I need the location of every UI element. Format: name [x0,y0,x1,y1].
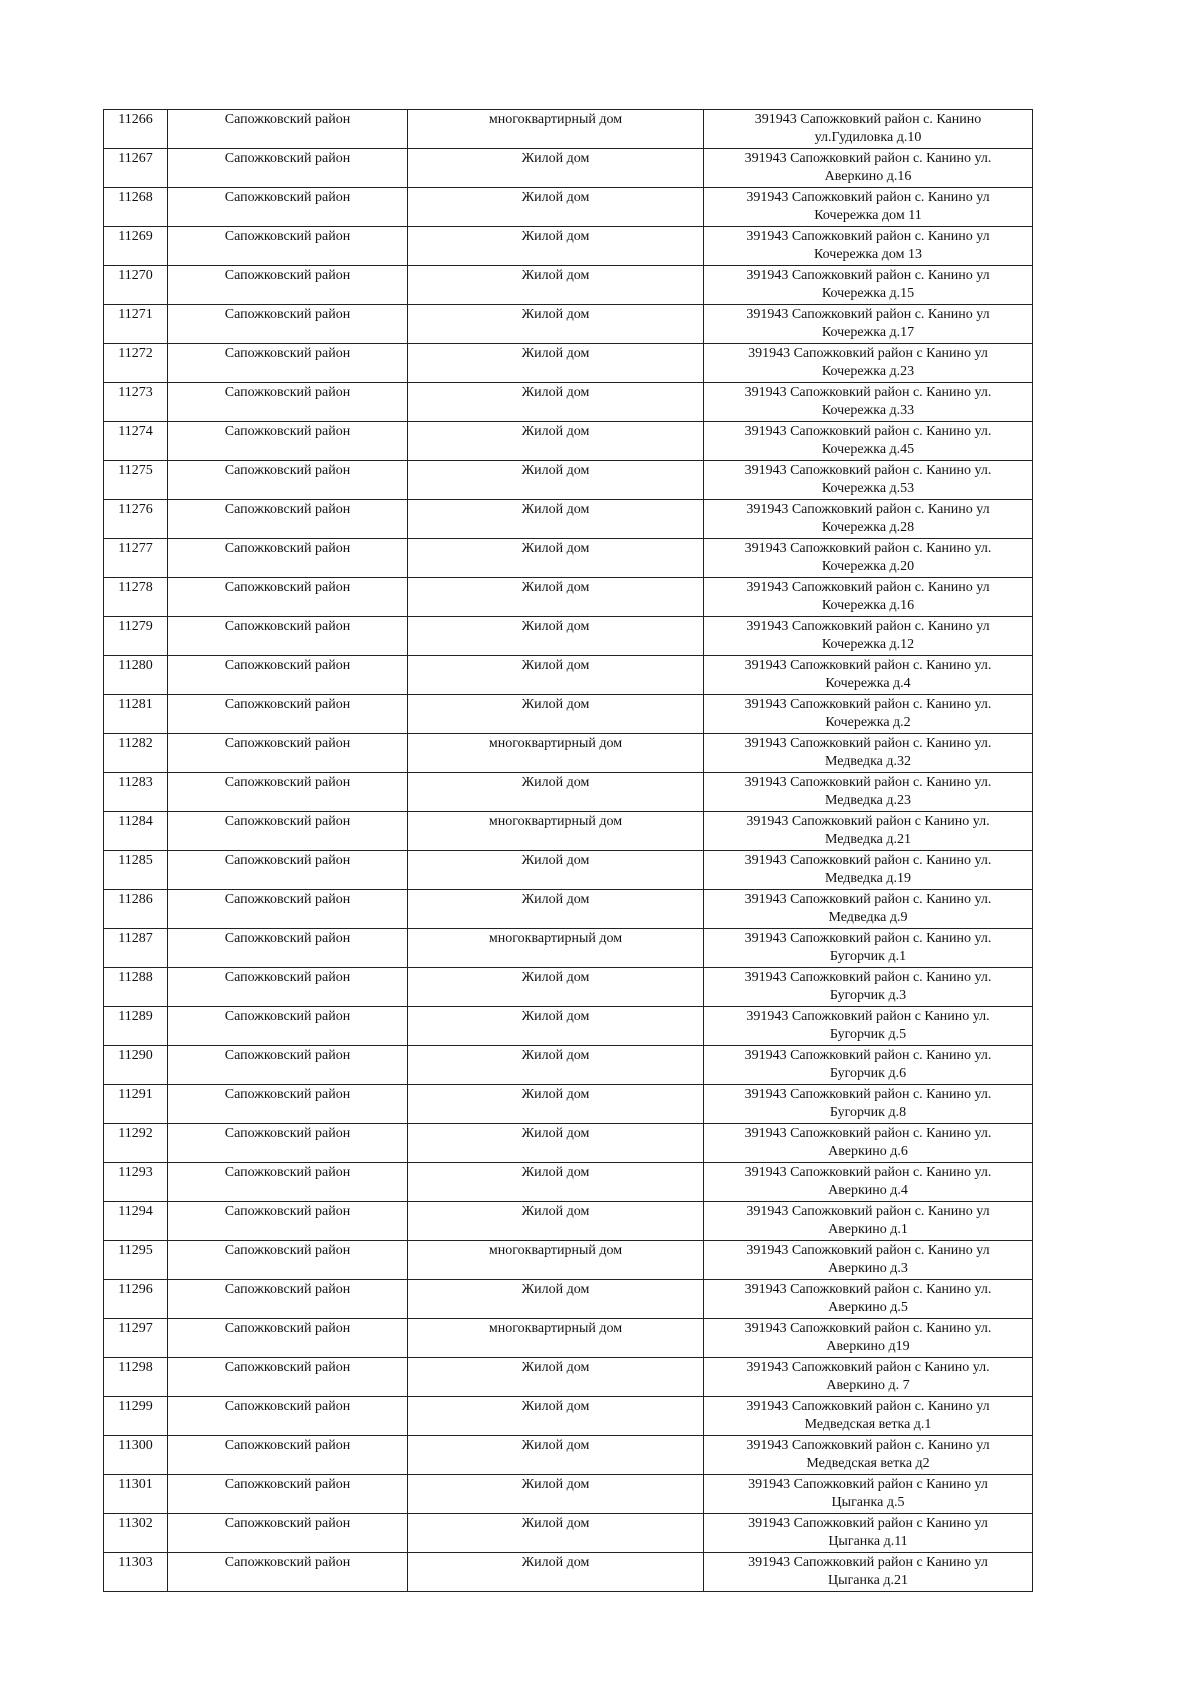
table-row [104,773,1033,812]
address-line-2: Медведка д.21 [824,832,912,847]
address-line-2: Кочережка д.33 [821,403,915,418]
record-number-cell: 11272 [104,344,168,383]
address-line-2: Аверкино д19 [826,1339,910,1354]
address-cell [704,110,1033,149]
table-row [104,539,1033,578]
address-line-1: 391943 Сапожковкий район с. Канино ул. [744,736,992,751]
building-type-cell: многоквартирный дом [408,1319,704,1358]
table-row [104,188,1033,227]
table-row [104,1163,1033,1202]
table-row [104,1358,1033,1397]
address-line-1: 391943 Сапожковкий район с. Канино ул. [744,970,992,985]
address-line-2: Аверкино д.16 [824,169,912,184]
address-line-2: Кочережка д.28 [821,520,915,535]
table-row [104,1202,1033,1241]
address-cell [704,1163,1033,1202]
district-cell: Сапожковский район [168,1436,408,1475]
table-row [104,1397,1033,1436]
record-number-cell: 11301 [104,1475,168,1514]
address-line-2: Кочережка д.53 [821,481,915,496]
building-type-cell: Жилой дом [408,305,704,344]
record-number-cell: 11273 [104,383,168,422]
district-cell: Сапожковский район [168,266,408,305]
building-type-cell: Жилой дом [408,773,704,812]
building-type-cell: Жилой дом [408,1007,704,1046]
address-line-1: 391943 Сапожковкий район с. Канино ул [746,229,990,244]
address-line-2: Аверкино д.4 [828,1183,908,1198]
address-line-2: Кочережка дом 11 [814,208,922,223]
address-line-2: Цыганка д.11 [828,1534,908,1549]
building-type-cell: Жилой дом [408,461,704,500]
district-cell: Сапожковский район [168,695,408,734]
address-line-1: 391943 Сапожковкий район с. Канино ул. [744,385,992,400]
address-line-1: 391943 Сапожковкий район с. Канино ул [746,268,990,283]
building-type-cell: Жилой дом [408,1514,704,1553]
district-cell: Сапожковский район [168,1163,408,1202]
address-line-2: Кочережка дом 13 [814,247,922,262]
table-row [104,812,1033,851]
address-cell [704,1397,1033,1436]
table-row [104,1046,1033,1085]
address-line-2: Аверкино д.5 [828,1300,908,1315]
table-row [104,383,1033,422]
building-type-cell: Жилой дом [408,1202,704,1241]
district-cell: Сапожковский район [168,578,408,617]
building-type-cell: Жилой дом [408,383,704,422]
building-type-cell: Жилой дом [408,1475,704,1514]
address-line-2: Аверкино д.3 [828,1261,908,1276]
address-line-1: 391943 Сапожковкий район с. Канино ул. [744,1048,992,1063]
address-cell [704,539,1033,578]
record-number-cell: 11287 [104,929,168,968]
address-line-1: 391943 Сапожковкий район с. Канино ул. [744,1087,992,1102]
address-cell [704,383,1033,422]
address-line-1: 391943 Сапожковкий район с Канино ул. [746,1360,990,1375]
address-line-1: 391943 Сапожковкий район с. Канино ул. [744,1282,992,1297]
record-number-cell: 11278 [104,578,168,617]
address-line-2: Кочережка д.2 [825,715,911,730]
address-line-1: 391943 Сапожковкий район с. Канино ул. [744,541,992,556]
address-cell [704,149,1033,188]
district-cell: Сапожковский район [168,890,408,929]
record-number-cell: 11296 [104,1280,168,1319]
building-type-cell: Жилой дом [408,1553,704,1592]
district-cell: Сапожковский район [168,929,408,968]
district-cell: Сапожковский район [168,110,408,149]
address-line-1: 391943 Сапожковкий район с. Канино ул. [744,892,992,907]
address-cell [704,851,1033,890]
building-type-cell: Жилой дом [408,500,704,539]
address-line-2: Бугорчик д.1 [829,949,907,964]
building-type-cell: Жилой дом [408,1046,704,1085]
address-line-2: Аверкино д.6 [828,1144,908,1159]
building-type-cell: Жилой дом [408,1124,704,1163]
address-line-2: Кочережка д.23 [821,364,915,379]
table-row [104,461,1033,500]
address-cell [704,305,1033,344]
address-cell [704,812,1033,851]
table-row [104,1280,1033,1319]
record-number-cell: 11288 [104,968,168,1007]
address-line-2: Медведская ветка д.1 [804,1417,932,1432]
table-row [104,500,1033,539]
building-type-cell: Жилой дом [408,422,704,461]
table-row [104,695,1033,734]
address-cell [704,968,1033,1007]
district-cell: Сапожковский район [168,188,408,227]
record-number-cell: 11283 [104,773,168,812]
district-cell: Сапожковский район [168,1553,408,1592]
address-line-1: 391943 Сапожковкий район с. Канино ул. [744,697,992,712]
address-line-2: Бугорчик д.5 [829,1027,907,1042]
address-cell [704,656,1033,695]
record-number-cell: 11276 [104,500,168,539]
address-cell [704,1319,1033,1358]
address-cell [704,734,1033,773]
district-cell: Сапожковский район [168,500,408,539]
table-row [104,1475,1033,1514]
table-row [104,734,1033,773]
record-number-cell: 11291 [104,1085,168,1124]
building-type-cell: Жилой дом [408,539,704,578]
table-row [104,578,1033,617]
table-row [104,110,1033,149]
address-line-1: 391943 Сапожковкий район с. Канино ул [746,190,990,205]
registry-body [104,110,1033,1592]
address-line-2: Медведка д.19 [824,871,912,886]
record-number-cell: 11294 [104,1202,168,1241]
address-registry-table [103,109,1033,1592]
address-line-2: Кочережка д.17 [821,325,915,340]
address-line-2: ул.Гудиловка д.10 [814,130,922,145]
address-line-2: Бугорчик д.8 [829,1105,907,1120]
address-line-2: Бугорчик д.3 [829,988,907,1003]
address-line-2: Медведка д.9 [828,910,908,925]
building-type-cell: многоквартирный дом [408,110,704,149]
record-number-cell: 11293 [104,1163,168,1202]
building-type-cell: Жилой дом [408,1163,704,1202]
record-number-cell: 11280 [104,656,168,695]
table-row [104,344,1033,383]
address-cell [704,266,1033,305]
building-type-cell: многоквартирный дом [408,812,704,851]
building-type-cell: Жилой дом [408,617,704,656]
address-line-1: 391943 Сапожковкий район с. Канино ул. [744,658,992,673]
building-type-cell: Жилой дом [408,695,704,734]
address-line-1: 391943 Сапожковкий район с Канино ул. [746,1009,990,1024]
building-type-cell: Жилой дом [408,1085,704,1124]
address-cell [704,422,1033,461]
address-line-1: 391943 Сапожковкий район с. Канино ул [746,1399,990,1414]
table-row [104,656,1033,695]
address-cell [704,1241,1033,1280]
record-number-cell: 11285 [104,851,168,890]
address-line-1: 391943 Сапожковкий район с. Канино ул. [744,1321,992,1336]
district-cell: Сапожковский район [168,1007,408,1046]
record-number-cell: 11281 [104,695,168,734]
address-cell [704,188,1033,227]
address-line-1: 391943 Сапожковкий район с. Канино ул. [744,1165,992,1180]
address-line-2: Цыганка д.5 [831,1495,905,1510]
record-number-cell: 11295 [104,1241,168,1280]
table-row [104,1241,1033,1280]
record-number-cell: 11266 [104,110,168,149]
record-number-cell: 11290 [104,1046,168,1085]
address-line-2: Бугорчик д.6 [829,1066,907,1081]
table-row [104,305,1033,344]
table-row [104,1514,1033,1553]
address-line-1: 391943 Сапожковкий район с. Канино ул [746,580,990,595]
record-number-cell: 11270 [104,266,168,305]
address-line-2: Аверкино д.1 [828,1222,908,1237]
address-line-2: Кочережка д.4 [825,676,911,691]
record-number-cell: 11303 [104,1553,168,1592]
district-cell: Сапожковский район [168,539,408,578]
address-cell [704,1085,1033,1124]
address-line-2: Кочережка д.20 [821,559,915,574]
building-type-cell: Жилой дом [408,1436,704,1475]
address-line-2: Аверкино д. 7 [826,1378,910,1393]
address-line-1: 391943 Сапожковкий район с. Канино ул. [744,463,992,478]
table-row [104,617,1033,656]
building-type-cell: Жилой дом [408,227,704,266]
address-cell [704,1046,1033,1085]
address-line-1: 391943 Сапожковкий район с. Канино ул. [744,1126,992,1141]
building-type-cell: Жилой дом [408,890,704,929]
district-cell: Сапожковский район [168,1280,408,1319]
district-cell: Сапожковский район [168,1241,408,1280]
district-cell: Сапожковский район [168,1397,408,1436]
record-number-cell: 11277 [104,539,168,578]
address-cell [704,1280,1033,1319]
address-line-1: 391943 Сапожковкий район с. Канино ул [746,1243,990,1258]
district-cell: Сапожковский район [168,1085,408,1124]
address-cell [704,500,1033,539]
address-cell [704,929,1033,968]
address-line-1: 391943 Сапожковкий район с. Канино ул [746,502,990,517]
address-line-2: Кочережка д.15 [821,286,915,301]
address-line-1: 391943 Сапожковкий район с. Канино ул. [744,775,992,790]
building-type-cell: Жилой дом [408,188,704,227]
address-line-2: Медведская ветка д2 [806,1456,930,1471]
address-cell [704,695,1033,734]
address-line-1: 391943 Сапожковкий район с Канино ул. [746,814,990,829]
address-line-1: 391943 Сапожковкий район с Канино ул [748,1516,988,1531]
district-cell: Сапожковский район [168,1319,408,1358]
building-type-cell: Жилой дом [408,149,704,188]
record-number-cell: 11282 [104,734,168,773]
record-number-cell: 11284 [104,812,168,851]
address-line-2: Кочережка д.16 [821,598,915,613]
table-row [104,890,1033,929]
building-type-cell: Жилой дом [408,1358,704,1397]
record-number-cell: 11275 [104,461,168,500]
address-cell [704,890,1033,929]
address-line-1: 391943 Сапожковкий район с. Канино ул [746,1204,990,1219]
address-cell [704,773,1033,812]
table-row [104,851,1033,890]
district-cell: Сапожковский район [168,617,408,656]
table-row [104,1553,1033,1592]
record-number-cell: 11269 [104,227,168,266]
address-cell [704,1124,1033,1163]
table-row [104,149,1033,188]
record-number-cell: 11279 [104,617,168,656]
address-line-2: Цыганка д.21 [828,1573,908,1588]
address-line-1: 391943 Сапожковкий район с. Канино ул. [744,853,992,868]
record-number-cell: 11292 [104,1124,168,1163]
district-cell: Сапожковский район [168,656,408,695]
building-type-cell: Жилой дом [408,968,704,1007]
building-type-cell: Жилой дом [408,344,704,383]
address-line-1: 391943 Сапожковкий район с Канино ул [748,346,988,361]
record-number-cell: 11267 [104,149,168,188]
table-row [104,1007,1033,1046]
table-row [104,227,1033,266]
table-row [104,266,1033,305]
district-cell: Сапожковский район [168,1124,408,1163]
record-number-cell: 11299 [104,1397,168,1436]
table-row [104,1085,1033,1124]
district-cell: Сапожковский район [168,422,408,461]
district-cell: Сапожковский район [168,1202,408,1241]
district-cell: Сапожковский район [168,812,408,851]
building-type-cell: многоквартирный дом [408,929,704,968]
address-cell [704,1514,1033,1553]
table-row [104,929,1033,968]
table-row [104,1124,1033,1163]
address-line-1: 391943 Сапожковкий район с. Канино ул [746,307,990,322]
district-cell: Сапожковский район [168,227,408,266]
record-number-cell: 11289 [104,1007,168,1046]
district-cell: Сапожковский район [168,461,408,500]
building-type-cell: Жилой дом [408,656,704,695]
building-type-cell: Жилой дом [408,266,704,305]
record-number-cell: 11297 [104,1319,168,1358]
address-line-1: 391943 Сапожковкий район с Канино ул [748,1555,988,1570]
table-row [104,422,1033,461]
building-type-cell: многоквартирный дом [408,734,704,773]
district-cell: Сапожковский район [168,734,408,773]
address-cell [704,344,1033,383]
record-number-cell: 11298 [104,1358,168,1397]
record-number-cell: 11286 [104,890,168,929]
district-cell: Сапожковский район [168,1046,408,1085]
district-cell: Сапожковский район [168,383,408,422]
record-number-cell: 11274 [104,422,168,461]
address-line-2: Медведка д.23 [824,793,912,808]
address-cell [704,461,1033,500]
record-number-cell: 11302 [104,1514,168,1553]
address-cell [704,227,1033,266]
address-line-1: 391943 Сапожковкий район с. Канино ул [746,1438,990,1453]
address-cell [704,617,1033,656]
address-line-2: Кочережка д.45 [821,442,915,457]
building-type-cell: Жилой дом [408,1397,704,1436]
address-line-1: 391943 Сапожковкий район с. Канино ул [746,619,990,634]
building-type-cell: Жилой дом [408,1280,704,1319]
address-line-1: 391943 Сапожковкий район с. Канино [754,112,982,127]
address-line-2: Кочережка д.12 [821,637,915,652]
address-line-1: 391943 Сапожковкий район с. Канино ул. [744,151,992,166]
record-number-cell: 11300 [104,1436,168,1475]
address-line-1: 391943 Сапожковкий район с Канино ул [748,1477,988,1492]
address-cell [704,1358,1033,1397]
address-cell [704,1436,1033,1475]
district-cell: Сапожковский район [168,773,408,812]
table-row [104,1436,1033,1475]
building-type-cell: многоквартирный дом [408,1241,704,1280]
address-line-1: 391943 Сапожковкий район с. Канино ул. [744,424,992,439]
table-row [104,968,1033,1007]
address-cell [704,1475,1033,1514]
address-cell [704,1202,1033,1241]
address-cell [704,578,1033,617]
address-cell [704,1553,1033,1592]
record-number-cell: 11271 [104,305,168,344]
record-number-cell: 11268 [104,188,168,227]
address-line-1: 391943 Сапожковкий район с. Канино ул. [744,931,992,946]
district-cell: Сапожковский район [168,305,408,344]
district-cell: Сапожковский район [168,851,408,890]
district-cell: Сапожковский район [168,1475,408,1514]
district-cell: Сапожковский район [168,149,408,188]
address-line-2: Медведка д.32 [824,754,912,769]
district-cell: Сапожковский район [168,344,408,383]
table-row [104,1319,1033,1358]
building-type-cell: Жилой дом [408,851,704,890]
district-cell: Сапожковский район [168,1514,408,1553]
building-type-cell: Жилой дом [408,578,704,617]
district-cell: Сапожковский район [168,1358,408,1397]
district-cell: Сапожковский район [168,968,408,1007]
address-cell [704,1007,1033,1046]
